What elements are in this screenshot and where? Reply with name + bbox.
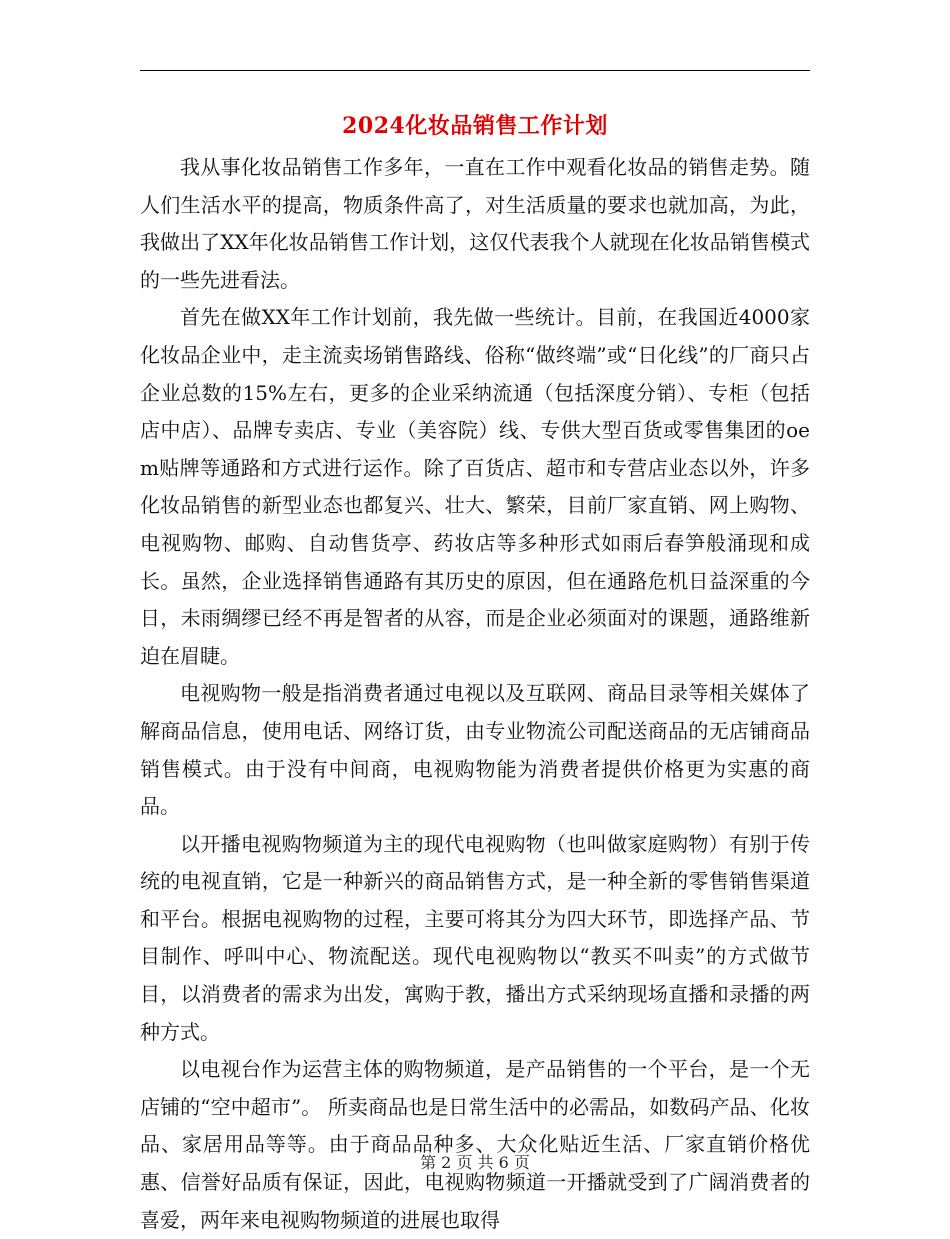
paragraph-1: 我从事化妆品销售工作多年，一直在工作中观看化妆品的销售走势。随人们生活水平的提高，物质条件高了，对生活质量的要求也就加高，为此，我做出了XX年化妆品销售工作计划，这仅代表我个人就现在化妆品销售模式的一些先进看法。	[140, 155, 810, 292]
page-number: 第 2 页 共 6 页	[420, 1153, 530, 1172]
paragraph-3: 电视购物一般是指消费者通过电视以及互联网、商品目录等相关媒体了解商品信息，使用电话、网络订货，由专业物流公司配送商品的无店铺商品销售模式。由于没有中间商，电视购物能为消费者提供价格更为实惠的商品。	[140, 681, 810, 819]
header-rule	[140, 70, 810, 71]
paragraph-2: 首先在做XX年工作计划前，我先做一些统计。目前，在我国近4000家化妆品企业中，走主流卖场销售路线、俗称“做终端”或“日化线”的厂商只占企业总数的15%左右，更多的企业采纳流通（包括深度分销）、专柜（包括店中店）、品牌专卖店、专业（美容院）线、专供大型百货或零售集团的oem贴牌等通路和方式进行运作。除了百货店、超市和专营店业态以外，许多化妆品销售的新型业态也都复兴、壮大、繁荣，目前厂家直销、网上购物、电视购物、邮购、自动售货亭、药妆店等多种形式如雨后春笋般涌现和成长。虽然，企业选择销售通路有其历史的原因，但在通路危机日益深重的今日，未雨绸缪已经不再是智者的从容，而是企业必须面对的课题，通路维新迫在眉睫。	[140, 305, 810, 668]
document-body	[140, 149, 810, 1239]
paragraph-4: 以开播电视购物频道为主的现代电视购物（也叫做家庭购物）有别于传统的电视直销，它是一种新兴的商品销售方式，是一种全新的零售销售渠道和平台。根据电视购物的过程，主要可将其分为四大环节，即选择产品、节目制作、呼叫中心、物流配送。现代电视购物以“教买不叫卖”的方式做节目，以消费者的需求为出发，寓购于教，播出方式采纳现场直播和录播的两种方式。	[140, 831, 810, 1044]
paragraph-5: 以电视台作为运营主体的购物频道，是产品销售的一个平台，是一个无店铺的“空中超市”。 所卖商品也是日常生活中的必需品，如数码产品、化妆品、家居用品等等。由于商品品种多、大众化贴近生活、厂家直销价格优惠、信誉好品质有保证，因此，电视购物频道一开播就受到了广阔消费者的喜爱，两年来电视购物频道的进展也取得	[140, 1057, 810, 1232]
document-title: 2024化妆品销售工作计划	[342, 113, 608, 139]
